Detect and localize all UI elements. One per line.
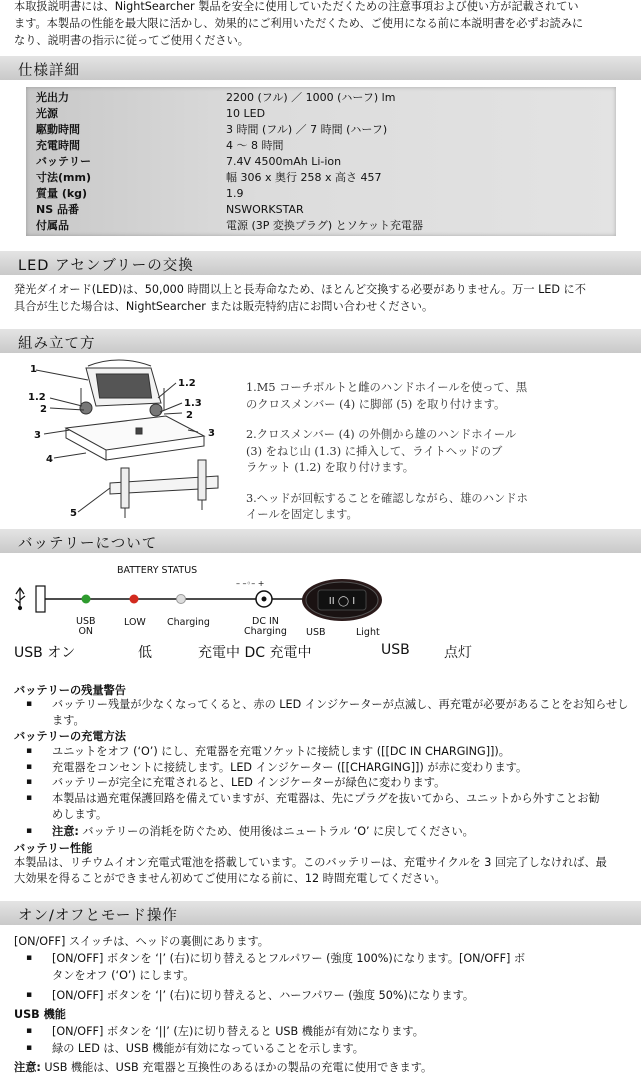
text-line: 大効果を得ることができません初めてご使用になる前に、12 時間充電してください。 [14,872,446,885]
bullet: ▪ [26,699,33,709]
charge-item [26,744,510,760]
step-line: 2.クロスメンバー (4) の外側から雄のハンドホイール [246,428,517,441]
section-title: LED アセンブリーの交換 [18,258,194,274]
spec-key: 光源 [36,107,58,120]
spec-table [26,87,616,236]
jp-label: 低 [138,645,152,661]
led-usb-on [82,595,91,604]
section-title: 仕様詳細 [18,63,80,79]
bullet: ▪ [26,1043,33,1053]
spec-value: 幅 306 x 奥行 258 x 高さ 457 [226,171,382,184]
section-header-spec [0,56,641,80]
jp-label: USB [381,642,410,658]
spec-value: 3 時間 (フル) ／ 7 時間 (ハーフ) [226,123,388,136]
switch-label-light: Light [356,627,380,638]
spec-value: 2200 (フル) ／ 1000 (ハーフ) lm [226,91,396,104]
charge-item [26,791,632,822]
led-line: 具合が生じた場合は、NightSearcher または販売特約店にお問い合わせください。 [14,300,434,313]
callout-label: 4 [46,454,53,465]
text-line: 本製品は過充電保護回路を備えていますが、充電器は、先にプラグを抜いてから、ユニットから外すことお勧 [52,792,600,805]
text-line: 充電器をコンセントに接続します。LED インジケーター ([[CHARGING]]) が赤に変わります。 [52,761,528,774]
jp-label: 充電中 DC 充電中 [198,645,312,661]
callout-label: 1 [30,364,37,375]
assembly-steps [246,380,528,524]
text-line: [ON/OFF] ボタンを ‘||’ (左)に切り替えると USB 機能が有効になります。 [52,1025,424,1038]
assembly-step [246,491,528,524]
section-header-onoff [0,901,641,925]
spec-value: 10 LED [226,107,266,120]
text-line: バッテリー残量が少なくなってくると、赤の LED インジケーターが点滅し、再充電が必要があることをお知らせし [52,698,629,711]
spec-key: 光出力 [36,91,69,104]
indicator-label-low: LOW [124,617,146,628]
jp-label: USB オン [14,645,76,661]
usb-item [26,1024,424,1040]
section-title: バッテリーについて [18,536,158,552]
onoff-item [26,988,475,1004]
usb-note [14,1059,432,1075]
text-line: ます。 [52,713,85,727]
warning-heading: バッテリーの残量警告 [14,684,126,697]
jp-label: 点灯 [444,645,472,661]
spec-key: 駆動時間 [36,123,80,136]
intro-line: ます。本製品の性能を最大限に活かし、効果的にご利用いただくため、ご使用になる前に本説明書を必ずお読みに [14,17,584,30]
usb-port-icon [36,586,45,612]
assembly-diagram [26,358,226,518]
spec-value: 7.4V 4500mAh Li-ion [226,155,342,168]
led-paragraph [14,281,634,315]
spec-key: 質量 (kg) [36,187,88,200]
callout-label: 2 [186,410,193,421]
callout-label: 1.2 [28,392,46,403]
rocker-switch [302,579,382,621]
bullet: ▪ [26,777,33,787]
spec-key: バッテリー [36,155,91,168]
text-line: タンをオフ (‘O’) にします。 [52,969,195,982]
perf-heading: バッテリー性能 [14,842,93,855]
step-line: (3) をねじ山 (1.3) に挿入して、ライトヘッドのブ [246,444,503,458]
dc-in-icon [256,591,272,607]
step-line: ラケット (1.2) を取り付けます。 [246,461,415,474]
perf-paragraph [14,855,634,887]
callout-label: 1.3 [184,398,202,409]
text-line: バッテリーが完全に充電されると、LED インジケーターが緑色に変わります。 [52,776,446,789]
note-text: USB 機能は、USB 充電器と互換性のあるほかの製品の充電に使用できます。 [40,1061,433,1074]
assembly-step [246,380,528,413]
usb-item [26,1041,364,1057]
switch-label-usb: USB [306,627,326,638]
section-header-led [0,251,641,275]
indicator-label-charging: Charging [167,617,210,628]
note-label: 注意: [14,1061,41,1074]
led-charging [177,595,186,604]
section-header-assembly [0,329,641,353]
bullet: ▪ [26,990,33,1000]
charge-item [26,775,446,791]
indicator-label-usb-on: USB ON [76,616,96,637]
text-line: [ON/OFF] ボタンを ‘|’ (右)に切り替えると、ハーフパワー (強度 50%)になります。 [52,989,475,1002]
note-label: 注意: [52,825,79,838]
usb-icon [15,588,25,610]
onoff-item [26,950,632,984]
switch-marking: II ◯ I [328,596,356,607]
callout-label: 2 [40,404,47,415]
callout-label: 3 [208,428,215,439]
step-line: 1.M5 コーチボルトと雌のハンドホイールを使って、黒 [246,381,528,394]
text-line: [ON/OFF] ボタンを ‘|’ (右)に切り替えるとフルパワー (強度 100%)になります。[ON/OFF] ボ [52,952,526,965]
bullet: ▪ [26,826,33,836]
spec-key: 寸法(mm) [36,171,91,184]
intro-paragraph [14,0,634,49]
section-title: 組み立て方 [18,336,96,352]
text-line: 本製品は、リチウムイオン充電式電池を搭載しています。このバッテリーは、充電サイクルを 3 回完了しなければ、最 [14,856,607,869]
text-line: ユニットをオフ (‘O’) にし、充電器を充電ソケットに接続します ([[DC IN CHARGING]])。 [52,745,510,758]
bullet: ▪ [26,762,33,772]
bullet: ▪ [26,1026,33,1036]
spec-key: NS 品番 [36,203,79,216]
spec-key: 充電時間 [36,139,80,152]
callout-label: 3 [34,430,41,441]
charge-note [26,824,474,840]
warning-item [26,697,632,728]
step-line: のクロスメンバー (4) に脚部 (5) を取り付けます。 [246,397,506,411]
usb-heading: USB 機能 [14,1008,66,1021]
section-header-battery [0,529,641,553]
intro-line: 本取扱説明書には、NightSearcher 製品を安全に使用していただくための注意事項および使い方が記載されてい [14,0,579,13]
spec-key: 付属品 [36,219,69,232]
bullet: ▪ [26,953,33,963]
spec-value: NSWORKSTAR [226,203,304,216]
spec-value: 1.9 [226,187,244,200]
led-low [130,595,139,604]
indicator-label-dc-in: DC IN Charging [244,616,287,637]
spec-value: 電源 (3P 変換プラグ) とソケット充電器 [226,219,424,232]
text-line: 緑の LED は、USB 機能が有効になっていることを示します。 [52,1042,364,1055]
assembly-step [246,427,528,477]
dc-polarity: – –◦– + [236,579,265,588]
bullet: ▪ [26,746,33,756]
led-line: 発光ダイオード(LED)は、50,000 時間以上と長寿命なため、ほとんど交換する必要がありません。万一 LED に不 [14,283,586,296]
charge-item [26,760,528,776]
text-line: めします。 [52,807,108,821]
section-title: オン/オフとモード操作 [18,908,178,924]
step-line: 3.ヘッドが回転することを確認しながら、雄のハンドホ [246,491,528,505]
charge-heading: バッテリーの充電方法 [14,730,126,743]
spec-value: 4 〜 8 時間 [226,139,284,152]
bullet: ▪ [26,793,33,803]
intro-line: なり、説明書の指示に従ってご使用ください。 [14,34,249,47]
battery-status-label: BATTERY STATUS [117,565,198,576]
callout-label: 1.2 [178,378,196,389]
note-text: バッテリーの消耗を防ぐため、使用後はニュートラル ‘O’ に戻してください。 [78,825,474,838]
step-line: イールを固定します。 [246,508,358,521]
callout-label: 5 [70,508,77,518]
onoff-intro: [ON/OFF] スイッチは、ヘッドの裏側にあります。 [14,935,269,948]
